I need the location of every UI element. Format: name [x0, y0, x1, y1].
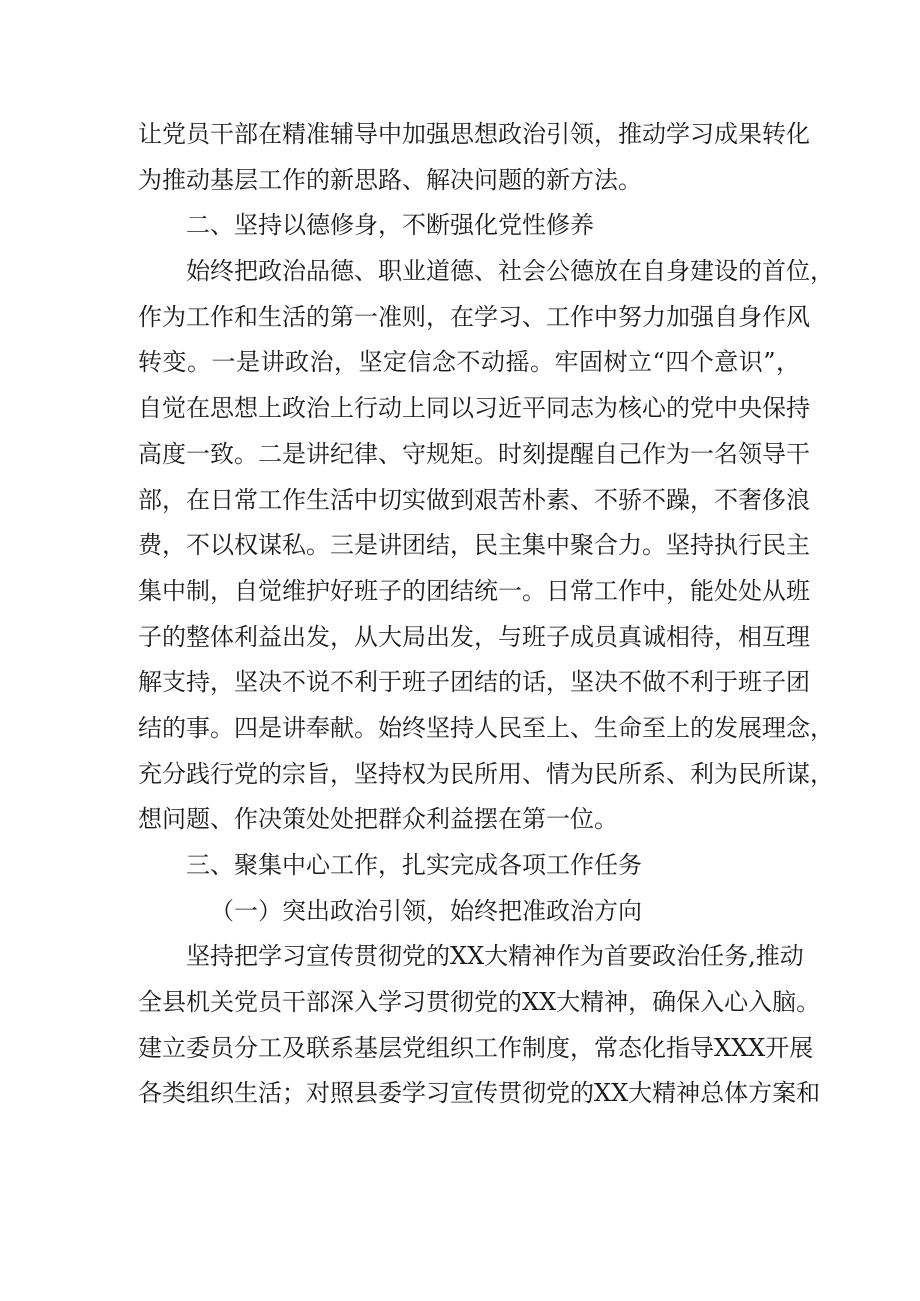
subsection-heading: （一）突出政治引领，始终把准政治方向: [210, 896, 642, 925]
document-body: [138, 112, 834, 1117]
text-line: 解支持，坚决不说不利于班子团结的话，坚决不做不利于班子团: [138, 668, 810, 697]
text-line: 子的整体利益出发，从大局出发，与班子成员真诚相待，相互理: [138, 622, 810, 651]
text-line: 集中制，自觉维护好班子的团结统一。日常工作中，能处处从班: [138, 576, 810, 605]
text-line: 建立委员分工及联系基层党组织工作制度，常态化指导XXX开展: [138, 1033, 814, 1062]
section-heading: 二、坚持以德修身，不断强化党性修养: [186, 211, 594, 240]
text-line: 让党员干部在精准辅导中加强思想政治引领，推动学习成果转化: [138, 120, 810, 148]
text-line: 各类组织生活；对照县委学习宣传贯彻党的XX大精神总体方案和: [138, 1079, 821, 1108]
text-line: 结的事。四是讲奉献。始终坚持人民至上、生命至上的发展理念，: [138, 713, 834, 742]
text-line: 为推动基层工作的新思路、解决问题的新方法。: [138, 165, 642, 194]
text-line: 自觉在思想上政治上行动上同以习近平同志为核心的党中央保持: [138, 394, 810, 423]
text-line: 转变。一是讲政治，坚定信念不动摇。牢固树立“四个意识”，: [138, 348, 800, 377]
text-line: 部，在日常工作生活中切实做到艰苦朴素、不骄不躁，不奢侈浪: [138, 485, 810, 514]
text-line: 坚持把学习宣传贯彻党的XX大精神作为首要政治任务,推动: [186, 942, 804, 971]
text-line: 想问题、作决策处处把群众利益摆在第一位。: [138, 805, 618, 834]
text-line: 全县机关党员干部深入学习贯彻党的XX大精神，确保入心入脑。: [138, 988, 821, 1017]
text-line: 费，不以权谋私。三是讲团结，民主集中聚合力。坚持执行民主: [138, 531, 810, 560]
text-line: 高度一致。二是讲纪律、守规矩。时刻提醒自己作为一名领导干: [138, 439, 810, 468]
text-line: 始终把政治品德、职业道德、社会公德放在自身建设的首位，: [186, 257, 834, 286]
text-line: 作为工作和生活的第一准则，在学习、工作中努力加强自身作风: [138, 302, 810, 331]
text-line: 充分践行党的宗旨，坚持权为民所用、情为民所系、利为民所谋，: [138, 759, 834, 788]
section-heading: 三、聚集中心工作，扎实完成各项工作任务: [186, 851, 642, 879]
